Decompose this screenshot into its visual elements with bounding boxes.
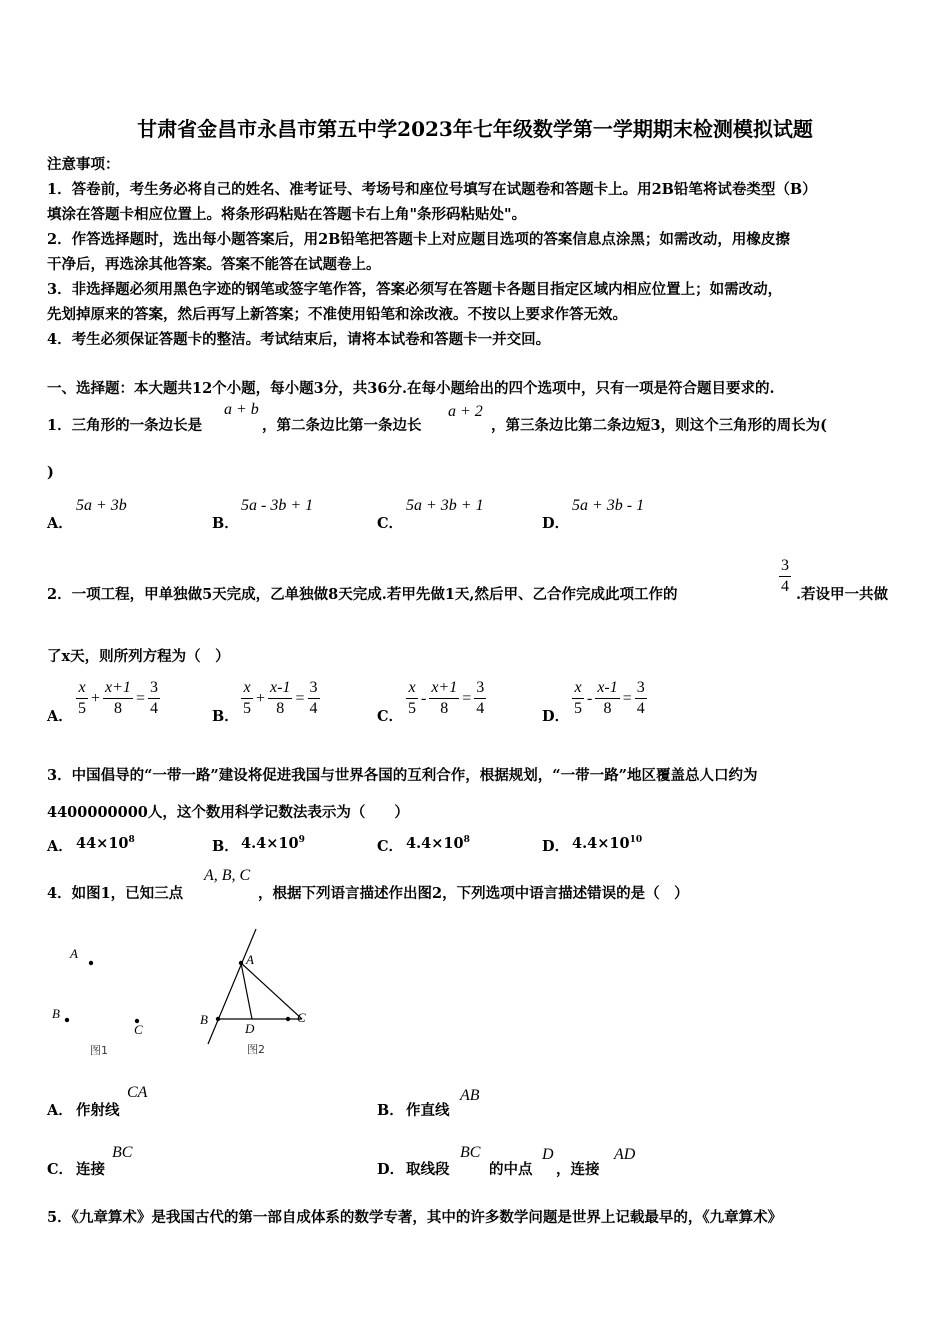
- point-b-label: B: [200, 1012, 208, 1027]
- option-text: 连接: [76, 1161, 105, 1178]
- notice-line: 3．非选择题必须用黑色字迹的钢笔或签字笔作答，答案必须写在答题卡各题目指定区域内相应位置上；如需改动，: [47, 281, 783, 298]
- point-b-label: B: [52, 1006, 60, 1021]
- option-value: [76, 835, 135, 852]
- question-4-text: ，根据下列语言描述作出图2，下列选项中语言描述错误的是（ ）: [258, 885, 689, 902]
- denominator: 8: [113, 700, 122, 717]
- numerator: x: [408, 679, 416, 696]
- option-label: A．: [47, 838, 73, 855]
- denominator: 4: [149, 700, 158, 717]
- option-label: D．: [542, 708, 570, 725]
- option-label: C．: [377, 515, 404, 532]
- question-2-text: 了x天，则所列方程为（ ）: [47, 648, 230, 665]
- question-5-text: 5．《九章算术》是我国古代的第一部自成体系的数学专著，其中的许多数学问题是世界上记载最早的，《九章算术》: [47, 1209, 783, 1226]
- option-label: D．: [542, 838, 570, 855]
- option-math: AB: [460, 1087, 480, 1104]
- denominator: 5: [574, 700, 582, 717]
- notice-line: 1．答卷前，考生务必将自己的姓名、准考证号、考场号和座位号填写在试题卷和答题卡上。用2B铅笔将试卷类型（B）: [47, 181, 817, 198]
- option-exponent: 10: [629, 835, 643, 846]
- option-label: A．: [47, 515, 73, 532]
- option-label: C．: [377, 838, 404, 855]
- operator: +: [91, 689, 101, 707]
- option-exponent: 8: [128, 835, 135, 846]
- option-label: B．: [212, 708, 239, 725]
- numerator: 3: [635, 678, 647, 699]
- fraction-numerator: 3: [779, 556, 791, 577]
- math-expression: a + 2: [448, 403, 483, 420]
- notice-line: 4．考生必须保证答题卡的整洁。考试结束后，请将本试卷和答题卡一并交回。: [47, 331, 551, 348]
- notice-heading: 注意事项：: [47, 156, 120, 173]
- numerator: x: [574, 679, 582, 696]
- question-1-text: ): [47, 464, 54, 481]
- math-expression: a + b: [224, 401, 259, 418]
- numerator: x+1: [105, 679, 131, 696]
- notice-line: 先划掉原来的答案，然后再写上新答案；不准使用铅笔和涂改液。不按以上要求作答无效。: [47, 306, 627, 323]
- option-label: C．: [47, 1161, 74, 1178]
- option-label: D．: [377, 1161, 405, 1178]
- notice-line: 填涂在答题卡相应位置上。将条形码粘贴在答题卡右上角"条形码粘贴处"。: [47, 206, 527, 223]
- option-expression: 5a + 3b: [76, 497, 127, 514]
- question-2-text: 2．一项工程，甲单独做5天完成，乙单独做8天完成.若甲先做1天,然后甲、乙合作完成此项工作的: [47, 586, 678, 603]
- option-value: [241, 835, 305, 852]
- numerator: 3: [148, 678, 160, 699]
- option-equation: $\frac{x}{5}$ + $\frac{x+1}{8}$ = $\frac{3}{4}$: [78, 679, 158, 717]
- option-label: A．: [47, 708, 73, 725]
- operator: -: [421, 689, 427, 707]
- denominator: 8: [440, 700, 449, 717]
- question-1-text: ，第二条边比第一条边长: [262, 417, 422, 434]
- option-expression: 5a - 3b + 1: [241, 497, 314, 514]
- math-expression: A, B, C: [204, 867, 251, 884]
- option-math: D: [542, 1146, 554, 1163]
- option-equation: $\frac{x}{5}$ - $\frac{x+1}{8}$ = $\frac{3}{4}$: [408, 679, 485, 717]
- point-a-label: A: [246, 952, 254, 967]
- numerator: 3: [308, 678, 320, 699]
- geometry-figures: [40, 925, 340, 1065]
- question-3-text: 3．中国倡导的“一带一路”建设将促进我国与世界各国的互利合作，根据规划，“一带一路”地区覆盖总人口约为: [47, 767, 758, 784]
- figure-1-caption: 图1: [90, 1044, 108, 1057]
- option-label: B．: [212, 838, 239, 855]
- option-expression: 5a + 3b - 1: [572, 497, 645, 514]
- option-base: 44×10: [76, 835, 129, 852]
- numerator: x-1: [597, 679, 618, 696]
- option-label: B．: [377, 1102, 404, 1119]
- figure-1: [52, 946, 143, 1057]
- notice-line: 2．作答选择题时，选出每小题答案后，用2B铅笔把答题卡上对应题目选项的答案信息点涂黑；如需改动，用橡皮擦: [47, 231, 790, 248]
- question-3-text: 4400000000人，这个数用科学记数法表示为（ ）: [47, 804, 409, 821]
- option-label: C．: [377, 708, 404, 725]
- point-b: [216, 1017, 220, 1021]
- page-title: 甘肃省金昌市永昌市第五中学2023年七年级数学第一学期期末检测模拟试题: [137, 117, 813, 141]
- notice-line: 干净后，再选涂其他答案。答案不能答在试题卷上。: [47, 256, 381, 273]
- operator: +: [256, 689, 266, 707]
- option-expression: 5a + 3b + 1: [406, 497, 484, 514]
- point-c: [286, 1017, 290, 1021]
- option-label: B．: [212, 515, 239, 532]
- point-a-label: A: [70, 946, 78, 961]
- option-base: 4.4×10: [406, 835, 464, 852]
- point-c-label: C: [134, 1022, 143, 1037]
- denominator: 5: [408, 700, 416, 717]
- question-1-text: 1．三角形的一条边长是: [47, 417, 203, 434]
- option-label: D．: [542, 515, 570, 532]
- numerator: x: [78, 679, 86, 696]
- section-heading: 一、选择题：本大题共12个小题，每小题3分，共36分.在每小题给出的四个选项中，只有一项是符合题目要求的.: [47, 380, 775, 397]
- question-4-text: 4．如图1，已知三点: [47, 885, 184, 902]
- option-exponent: 9: [298, 835, 305, 846]
- option-math: AD: [614, 1146, 636, 1163]
- option-exponent: 8: [463, 835, 470, 846]
- numerator: x: [243, 679, 251, 696]
- denominator: 8: [603, 700, 612, 717]
- option-math: BC: [460, 1144, 481, 1161]
- denominator: 5: [243, 700, 251, 717]
- option-text: 作直线: [406, 1102, 450, 1119]
- point-a: [239, 961, 243, 965]
- fraction-denominator: 4: [781, 578, 789, 595]
- option-math: BC: [112, 1144, 133, 1161]
- point-a: [89, 961, 93, 965]
- denominator: 4: [476, 700, 485, 717]
- option-base: 4.4×10: [572, 835, 630, 852]
- figure-2-caption: 图2: [247, 1043, 265, 1056]
- option-text: ，连接: [556, 1161, 600, 1178]
- option-value: [572, 835, 642, 852]
- question-2-text: .若设甲一共做: [796, 586, 889, 603]
- denominator: 5: [78, 700, 86, 717]
- numerator: x-1: [270, 679, 291, 696]
- numerator: 3: [474, 678, 486, 699]
- denominator: 4: [309, 700, 318, 717]
- fraction-three-quarters: [779, 556, 791, 597]
- figure-2-labels: [200, 952, 306, 1056]
- denominator: 4: [636, 700, 645, 717]
- option-equation: $\frac{x}{5}$ - $\frac{x-1}{8}$ = $\frac{3}{4}$: [574, 679, 645, 717]
- denominator: 8: [276, 700, 285, 717]
- option-math: CA: [127, 1084, 148, 1101]
- option-label: A．: [47, 1102, 73, 1119]
- point-b: [65, 1018, 69, 1022]
- option-value: [406, 835, 470, 852]
- option-text: 作射线: [76, 1102, 120, 1119]
- point-d-label: D: [245, 1021, 255, 1036]
- option-text: 的中点: [489, 1161, 533, 1178]
- point-c-label: C: [297, 1010, 306, 1025]
- figure-2: [208, 929, 302, 1044]
- option-equation: $\frac{x}{5}$ + $\frac{x-1}{8}$ = $\frac{3}{4}$: [243, 679, 318, 717]
- question-1-text: ，第三条边比第二条边短3，则这个三角形的周长为(: [491, 417, 827, 434]
- operator: -: [587, 689, 593, 707]
- option-base: 4.4×10: [241, 835, 299, 852]
- option-text: 取线段: [406, 1161, 450, 1178]
- numerator: x+1: [431, 679, 458, 696]
